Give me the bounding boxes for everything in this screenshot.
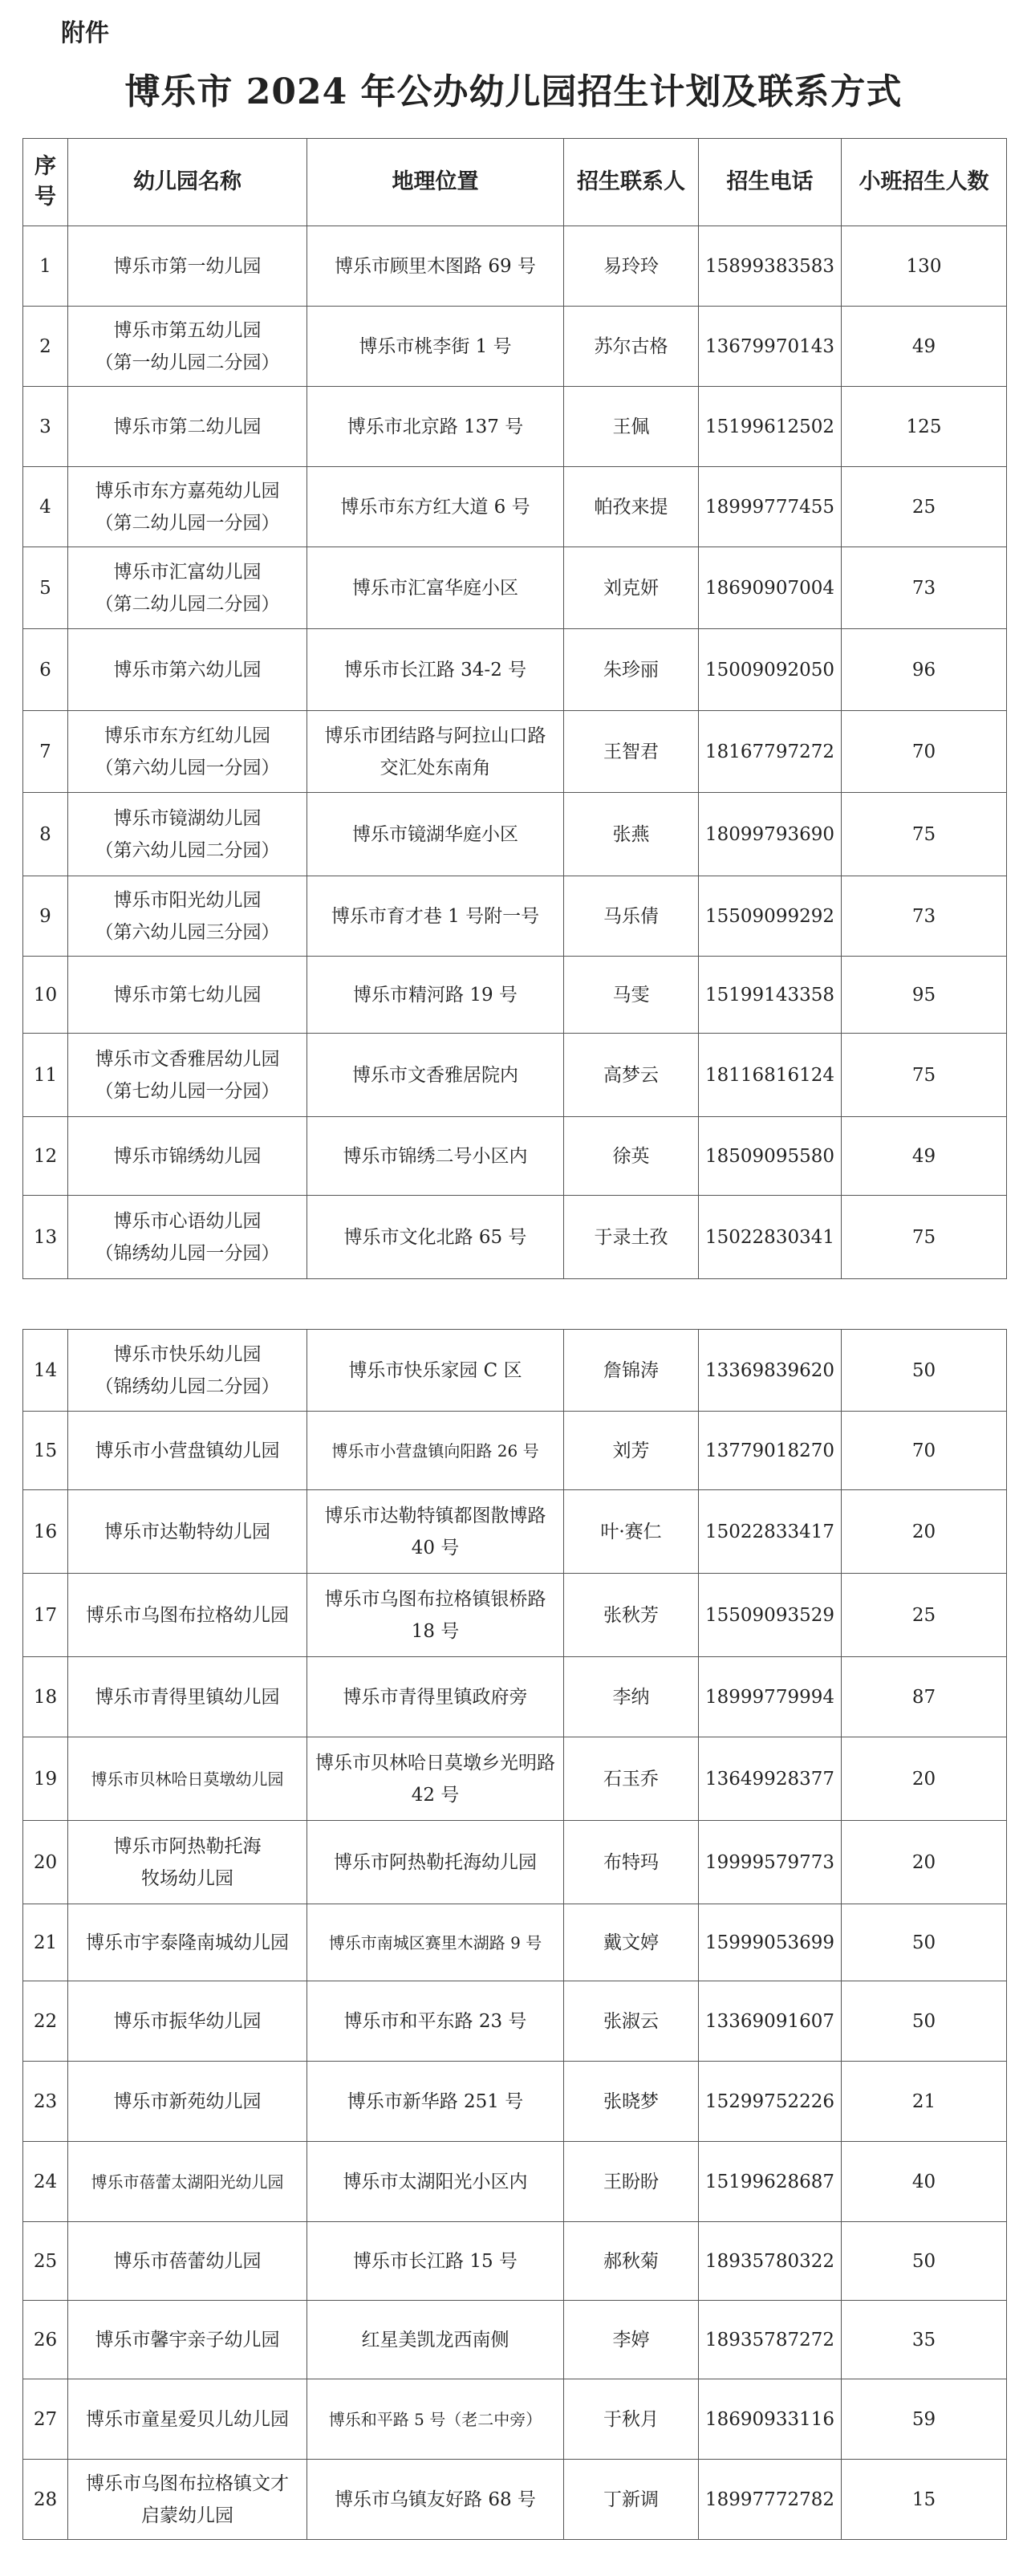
table-body (23, 226, 1007, 1279)
kindergarten-name-line-1: 博乐市阳光幼儿园 (113, 889, 262, 911)
phone-number: 15199612502 (699, 387, 842, 467)
kindergarten-name-line-2: （第六幼儿园一分园） (95, 757, 280, 778)
row-number: 27 (23, 2379, 68, 2460)
phone-number: 18099793690 (699, 793, 842, 876)
location-line-1: 博乐市东方红大道 6 号 (340, 496, 530, 518)
enrollment-count: 20 (842, 1821, 1007, 1904)
location-line-1: 博乐市汇富华庭小区 (352, 577, 518, 599)
contact-person: 刘芳 (564, 1412, 699, 1490)
row-number: 10 (23, 957, 68, 1034)
kindergarten-name-line-1: 博乐市乌图布拉格幼儿园 (86, 1604, 289, 1626)
enrollment-count: 25 (842, 467, 1007, 547)
row-number: 28 (23, 2460, 68, 2540)
location-line-1: 博乐市贝林哈日莫墩乡光明路 (315, 1752, 555, 1774)
row-number: 5 (23, 547, 68, 629)
contact-person: 布特玛 (564, 1821, 699, 1904)
row-number: 19 (23, 1737, 68, 1821)
contact-person: 帕孜来提 (564, 467, 699, 547)
location-line-1: 博乐市镜湖华庭小区 (352, 823, 518, 845)
table-row (23, 793, 1007, 876)
row-number: 7 (23, 711, 68, 793)
kindergarten-name-line-1: 博乐市振华幼儿园 (113, 2010, 262, 2032)
location-line-2: 40 号 (411, 1537, 460, 1558)
location-line-1: 博乐市乌镇友好路 68 号 (335, 2489, 536, 2510)
phone-number: 15199143358 (699, 957, 842, 1034)
location-line-1: 博乐市乌图布拉格镇银桥路 (324, 1588, 546, 1610)
kindergarten-name (68, 1117, 307, 1196)
header-contact: 招生联系人 (564, 139, 699, 226)
phone-number: 15899383583 (699, 226, 842, 307)
location-line-1: 博乐市团结路与阿拉山口路 (324, 725, 546, 746)
kindergarten-name (68, 226, 307, 307)
phone-number: 18690907004 (699, 547, 842, 629)
phone-number: 13649928377 (699, 1737, 842, 1821)
contact-person: 于录土孜 (564, 1196, 699, 1279)
row-number: 20 (23, 1821, 68, 1904)
phone-number: 18167797272 (699, 711, 842, 793)
location-line-1: 博乐市小营盘镇向阳路 26 号 (331, 1440, 539, 1461)
contact-person: 于秋月 (564, 2379, 699, 2460)
table-row (23, 1904, 1007, 1981)
contact-person: 徐英 (564, 1117, 699, 1196)
phone-number: 15299752226 (699, 2062, 842, 2142)
phone-number: 18690933116 (699, 2379, 842, 2460)
location (307, 1330, 564, 1412)
contact-person: 高梦云 (564, 1034, 699, 1117)
location-line-1: 博乐市达勒特镇都图散博路 (324, 1505, 546, 1526)
header-count: 小班招生人数 (842, 139, 1007, 226)
kindergarten-name-line-1: 博乐市阿热勒托海 (113, 1835, 262, 1857)
row-number: 15 (23, 1412, 68, 1490)
phone-number: 13369091607 (699, 1981, 842, 2062)
kindergarten-name (68, 2460, 307, 2540)
kindergarten-name-line-1: 博乐市第五幼儿园 (113, 319, 262, 341)
enrollment-count: 50 (842, 1330, 1007, 1412)
kindergarten-name-line-1: 博乐市镜湖幼儿园 (113, 807, 262, 829)
contact-person: 苏尔古格 (564, 307, 699, 387)
table-row (23, 1821, 1007, 1904)
row-number: 23 (23, 2062, 68, 2142)
kindergarten-name-line-1: 博乐市第七幼儿园 (113, 984, 262, 1006)
phone-number: 15022830341 (699, 1196, 842, 1279)
phone-number: 13369839620 (699, 1330, 842, 1412)
enrollment-count: 40 (842, 2142, 1007, 2222)
enrollment-table-part-1 (22, 138, 1007, 1279)
kindergarten-name-line-1: 博乐市青得里镇幼儿园 (95, 1686, 280, 1708)
contact-person: 郝秋菊 (564, 2222, 699, 2301)
location (307, 2142, 564, 2222)
kindergarten-name-line-1: 博乐市快乐幼儿园 (113, 1343, 262, 1365)
location (307, 793, 564, 876)
location (307, 1117, 564, 1196)
kindergarten-name (68, 1412, 307, 1490)
location (307, 1574, 564, 1657)
kindergarten-name (68, 467, 307, 547)
row-number: 26 (23, 2301, 68, 2379)
phone-number: 18935780322 (699, 2222, 842, 2301)
kindergarten-name-line-2: （第七幼儿园一分园） (95, 1080, 280, 1102)
row-number: 24 (23, 2142, 68, 2222)
enrollment-count: 49 (842, 1117, 1007, 1196)
phone-number: 15999053699 (699, 1904, 842, 1981)
enrollment-count: 75 (842, 793, 1007, 876)
contact-person: 丁新调 (564, 2460, 699, 2540)
row-number: 21 (23, 1904, 68, 1981)
enrollment-count: 25 (842, 1574, 1007, 1657)
kindergarten-name-line-2: （第六幼儿园二分园） (95, 839, 280, 861)
table-row (23, 467, 1007, 547)
location-line-1: 博乐市新华路 251 号 (347, 2090, 524, 2112)
table-row (23, 1034, 1007, 1117)
table-row (23, 2142, 1007, 2222)
kindergarten-name-line-1: 博乐市第六幼儿园 (113, 659, 262, 681)
location (307, 1821, 564, 1904)
contact-person: 王佩 (564, 387, 699, 467)
table-row (23, 2379, 1007, 2460)
location-line-2: 42 号 (411, 1784, 460, 1806)
row-number: 1 (23, 226, 68, 307)
enrollment-count: 20 (842, 1737, 1007, 1821)
kindergarten-name (68, 711, 307, 793)
enrollment-count: 73 (842, 876, 1007, 957)
kindergarten-name-line-1: 博乐市贝林哈日莫墩幼儿园 (91, 1769, 284, 1789)
table-row (23, 2460, 1007, 2540)
contact-person: 易玲玲 (564, 226, 699, 307)
location-line-1: 博乐市文香雅居院内 (352, 1064, 518, 1086)
table-row (23, 1737, 1007, 1821)
enrollment-count: 50 (842, 1981, 1007, 2062)
row-number: 17 (23, 1574, 68, 1657)
contact-person: 詹锦涛 (564, 1330, 699, 1412)
row-number: 16 (23, 1490, 68, 1574)
table-row (23, 1657, 1007, 1737)
kindergarten-name-line-2: （第六幼儿园三分园） (95, 921, 280, 943)
kindergarten-name-line-1: 博乐市新苑幼儿园 (113, 2090, 262, 2112)
location (307, 2062, 564, 2142)
row-number: 4 (23, 467, 68, 547)
phone-number: 18935787272 (699, 2301, 842, 2379)
kindergarten-name-line-2: （第二幼儿园二分园） (95, 593, 280, 615)
row-number: 11 (23, 1034, 68, 1117)
location-line-1: 博乐市精河路 19 号 (353, 984, 518, 1006)
row-number: 25 (23, 2222, 68, 2301)
phone-number: 18116816124 (699, 1034, 842, 1117)
location-line-1: 博乐市顾里木图路 69 号 (335, 255, 536, 277)
location-line-1: 博乐市北京路 137 号 (347, 416, 524, 437)
header-no: 序号 (23, 139, 68, 226)
location (307, 307, 564, 387)
kindergarten-name-line-1: 博乐市蓓蕾幼儿园 (113, 2250, 262, 2272)
row-number: 18 (23, 1657, 68, 1737)
enrollment-count: 50 (842, 1904, 1007, 1981)
enrollment-count: 15 (842, 2460, 1007, 2540)
kindergarten-name (68, 1821, 307, 1904)
kindergarten-name (68, 793, 307, 876)
enrollment-count: 130 (842, 226, 1007, 307)
contact-person: 刘克妍 (564, 547, 699, 629)
contact-person: 马乐倩 (564, 876, 699, 957)
location-line-1: 博乐市桃李街 1 号 (359, 335, 512, 357)
enrollment-count: 70 (842, 711, 1007, 793)
kindergarten-name-line-1: 博乐市童星爱贝儿幼儿园 (86, 2408, 289, 2430)
kindergarten-name (68, 2222, 307, 2301)
location (307, 226, 564, 307)
location (307, 629, 564, 711)
phone-number: 18509095580 (699, 1117, 842, 1196)
kindergarten-name (68, 1490, 307, 1574)
location (307, 1981, 564, 2062)
kindergarten-name-line-2: 启蒙幼儿园 (141, 2505, 233, 2526)
phone-number: 13679970143 (699, 307, 842, 387)
kindergarten-name (68, 1196, 307, 1279)
contact-person: 李纳 (564, 1657, 699, 1737)
kindergarten-name-line-1: 博乐市文香雅居幼儿园 (95, 1048, 280, 1070)
row-number: 3 (23, 387, 68, 467)
location-line-1: 博乐市太湖阳光小区内 (343, 2171, 528, 2192)
location (307, 2379, 564, 2460)
table-row (23, 711, 1007, 793)
enrollment-count: 75 (842, 1034, 1007, 1117)
kindergarten-name-line-2: （第一幼儿园二分园） (95, 351, 280, 373)
table-row (23, 387, 1007, 467)
location (307, 1737, 564, 1821)
contact-person: 张燕 (564, 793, 699, 876)
kindergarten-name-line-1: 博乐市蓓蕾太湖阳光幼儿园 (91, 2172, 284, 2192)
contact-person: 张秋芳 (564, 1574, 699, 1657)
contact-person: 王盼盼 (564, 2142, 699, 2222)
phone-number: 15199628687 (699, 2142, 842, 2222)
phone-number: 19999579773 (699, 1821, 842, 1904)
enrollment-table-part-2 (22, 1329, 1007, 2540)
location-line-1: 博乐市快乐家园 C 区 (348, 1359, 522, 1381)
kindergarten-name (68, 1574, 307, 1657)
enrollment-count: 125 (842, 387, 1007, 467)
row-number: 9 (23, 876, 68, 957)
enrollment-count: 35 (842, 2301, 1007, 2379)
kindergarten-name (68, 957, 307, 1034)
table-header-row (23, 139, 1007, 226)
contact-person: 王智君 (564, 711, 699, 793)
contact-person: 石玉乔 (564, 1737, 699, 1821)
location (307, 1412, 564, 1490)
location-line-2: 交汇处东南角 (380, 757, 491, 778)
phone-number: 15509099292 (699, 876, 842, 957)
kindergarten-name-line-1: 博乐市第二幼儿园 (113, 416, 262, 437)
table-row (23, 226, 1007, 307)
kindergarten-name-line-2: （第二幼儿园一分园） (95, 512, 280, 534)
kindergarten-name (68, 1981, 307, 2062)
kindergarten-name-line-1: 博乐市乌图布拉格镇文才 (86, 2472, 289, 2494)
table-row (23, 957, 1007, 1034)
kindergarten-name (68, 876, 307, 957)
enrollment-count: 95 (842, 957, 1007, 1034)
kindergarten-name-line-2: 牧场幼儿园 (141, 1867, 233, 1889)
page-title: 博乐市 2024 年公办幼儿园招生计划及联系方式 (124, 71, 903, 112)
location-line-1: 博乐市阿热勒托海幼儿园 (334, 1851, 537, 1873)
phone-number: 18999777455 (699, 467, 842, 547)
location (307, 387, 564, 467)
location-line-1: 博乐市和平东路 23 号 (343, 2010, 527, 2032)
kindergarten-name (68, 2062, 307, 2142)
row-number: 2 (23, 307, 68, 387)
location-line-1: 红星美凯龙西南侧 (361, 2329, 509, 2350)
enrollment-count: 87 (842, 1657, 1007, 1737)
row-number: 6 (23, 629, 68, 711)
phone-number: 15509093529 (699, 1574, 842, 1657)
table-row (23, 307, 1007, 387)
phone-number: 15022833417 (699, 1490, 842, 1574)
table-row (23, 1412, 1007, 1490)
table-row (23, 1117, 1007, 1196)
header-location: 地理位置 (307, 139, 564, 226)
location (307, 1034, 564, 1117)
location-line-1: 博乐和平路 5 号（老二中旁） (328, 2409, 542, 2429)
location (307, 1657, 564, 1737)
attachment-label: 附件 (61, 19, 109, 47)
kindergarten-name (68, 629, 307, 711)
kindergarten-name (68, 307, 307, 387)
kindergarten-name-line-1: 博乐市小营盘镇幼儿园 (95, 1440, 280, 1461)
location (307, 467, 564, 547)
kindergarten-name (68, 1330, 307, 1412)
kindergarten-name (68, 2379, 307, 2460)
table-row (23, 2222, 1007, 2301)
location (307, 711, 564, 793)
contact-person: 叶·赛仁 (564, 1490, 699, 1574)
kindergarten-name (68, 1657, 307, 1737)
kindergarten-name-line-2: （锦绣幼儿园二分园） (95, 1375, 280, 1397)
table-row (23, 547, 1007, 629)
kindergarten-name-line-1: 博乐市心语幼儿园 (113, 1210, 262, 1232)
contact-person: 张淑云 (564, 1981, 699, 2062)
phone-number: 13779018270 (699, 1412, 842, 1490)
enrollment-count: 21 (842, 2062, 1007, 2142)
enrollment-count: 50 (842, 2222, 1007, 2301)
kindergarten-name-line-1: 博乐市馨宇亲子幼儿园 (95, 2329, 280, 2350)
enrollment-count: 73 (842, 547, 1007, 629)
table-row (23, 1981, 1007, 2062)
location (307, 1490, 564, 1574)
contact-person: 马雯 (564, 957, 699, 1034)
contact-person: 张晓梦 (564, 2062, 699, 2142)
header-phone: 招生电话 (699, 139, 842, 226)
row-number: 22 (23, 1981, 68, 2062)
location (307, 547, 564, 629)
row-number: 13 (23, 1196, 68, 1279)
location (307, 876, 564, 957)
location (307, 2222, 564, 2301)
row-number: 8 (23, 793, 68, 876)
enrollment-count: 20 (842, 1490, 1007, 1574)
enrollment-count: 70 (842, 1412, 1007, 1490)
phone-number: 15009092050 (699, 629, 842, 711)
row-number: 14 (23, 1330, 68, 1412)
table-row (23, 1574, 1007, 1657)
location (307, 2460, 564, 2540)
table-row (23, 2062, 1007, 2142)
kindergarten-name (68, 547, 307, 629)
table-row (23, 2301, 1007, 2379)
header-name: 幼儿园名称 (68, 139, 307, 226)
location-line-1: 博乐市长江路 15 号 (353, 2250, 518, 2272)
table-row (23, 1196, 1007, 1279)
location-line-1: 博乐市南城区赛里木湖路 9 号 (328, 1932, 542, 1952)
kindergarten-name (68, 1904, 307, 1981)
row-number: 12 (23, 1117, 68, 1196)
phone-number: 18999779994 (699, 1657, 842, 1737)
kindergarten-name (68, 1034, 307, 1117)
location-line-1: 博乐市长江路 34-2 号 (343, 659, 527, 681)
location-line-1: 博乐市青得里镇政府旁 (343, 1686, 528, 1708)
location (307, 957, 564, 1034)
enrollment-count: 49 (842, 307, 1007, 387)
table-row (23, 629, 1007, 711)
table-row (23, 1330, 1007, 1412)
location (307, 2301, 564, 2379)
contact-person: 戴文婷 (564, 1904, 699, 1981)
enrollment-count: 75 (842, 1196, 1007, 1279)
kindergarten-name (68, 387, 307, 467)
table-body (23, 1330, 1007, 2540)
kindergarten-name (68, 1737, 307, 1821)
enrollment-count: 59 (842, 2379, 1007, 2460)
kindergarten-name (68, 2142, 307, 2222)
contact-person: 朱珍丽 (564, 629, 699, 711)
location (307, 1904, 564, 1981)
location-line-1: 博乐市育才巷 1 号附一号 (331, 905, 540, 927)
kindergarten-name-line-2: （锦绣幼儿园一分园） (95, 1242, 280, 1264)
phone-number: 18997772782 (699, 2460, 842, 2540)
enrollment-count: 96 (842, 629, 1007, 711)
location (307, 1196, 564, 1279)
kindergarten-name-line-1: 博乐市第一幼儿园 (113, 255, 262, 277)
kindergarten-name-line-1: 博乐市汇富幼儿园 (113, 561, 262, 583)
table-row (23, 1490, 1007, 1574)
location-line-1: 博乐市锦绣二号小区内 (343, 1145, 528, 1167)
kindergarten-name-line-1: 博乐市东方红幼儿园 (104, 725, 270, 746)
location-line-1: 博乐市文化北路 65 号 (343, 1226, 527, 1248)
contact-person: 李婷 (564, 2301, 699, 2379)
kindergarten-name-line-1: 博乐市东方嘉苑幼儿园 (95, 480, 280, 502)
location-line-2: 18 号 (411, 1620, 460, 1642)
kindergarten-name-line-1: 博乐市锦绣幼儿园 (113, 1145, 262, 1167)
kindergarten-name-line-1: 博乐市达勒特幼儿园 (104, 1521, 270, 1542)
table-row (23, 876, 1007, 957)
kindergarten-name-line-1: 博乐市宇泰隆南城幼儿园 (86, 1932, 289, 1953)
kindergarten-name (68, 2301, 307, 2379)
